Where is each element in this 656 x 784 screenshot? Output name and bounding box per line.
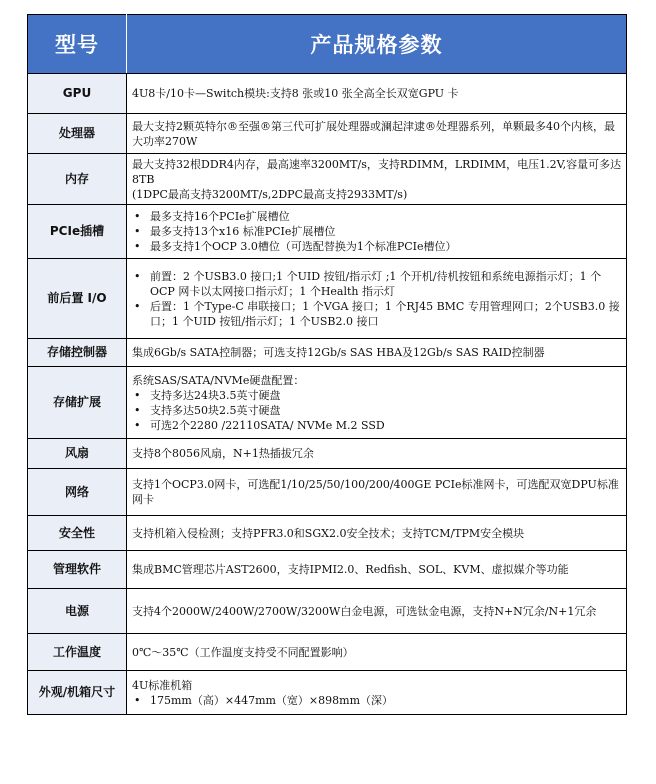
spec-row-temperature: [28, 634, 627, 671]
spec-row-cpu: [28, 114, 627, 154]
spec-table: [27, 14, 627, 715]
spec-row-pcie: [28, 205, 627, 259]
row-value: [127, 367, 627, 439]
row-text: 支持8个8056风扇，N+1热插拔冗余: [132, 447, 314, 460]
row-value: [127, 516, 627, 551]
row-value: [127, 259, 627, 339]
row-value: [127, 671, 627, 715]
bullet-item: • 前置：2 个USB3.0 接口;1 个UID 按钮/指示灯 ;1 个开机/待机按钮和系统电源指示灯；1 个OCP 网卡以太网接口指示灯；1 个Health 指示灯: [132, 269, 622, 299]
row-text: 支持4个2000W/2400W/2700W/3200W白金电源，可选钛金电源，支持N+N冗余/N+1冗余: [132, 604, 597, 618]
spec-row-security: [28, 516, 627, 551]
row-label: PCIe插槽: [28, 205, 127, 259]
row-value: [127, 339, 627, 367]
row-value: [127, 114, 627, 154]
row-label: 电源: [28, 589, 127, 634]
bullet-item: • 支持多达24块3.5英寸硬盘: [132, 388, 622, 403]
row-label: 存储扩展: [28, 367, 127, 439]
row-value: [127, 551, 627, 589]
row-label: 网络: [28, 469, 127, 516]
row-text: 支持1个OCP3.0网卡，可选配1/10/25/50/100/200/400GE PCIe标准网卡，可选配双宽DPU标准网卡: [132, 478, 619, 506]
row-label: 安全性: [28, 516, 127, 551]
row-text: 0℃～35℃（工作温度支持受不同配置影响）: [132, 645, 354, 659]
row-text: 系统SAS/SATA/NVMe硬盘配置：: [132, 373, 305, 387]
spec-row-gpu: [28, 74, 627, 114]
row-value: [127, 469, 627, 516]
row-label: 前后置 I/O: [28, 259, 127, 339]
row-text: 4U标准机箱: [132, 678, 193, 692]
row-label: 工作温度: [28, 634, 127, 671]
spec-row-memory: [28, 154, 627, 205]
row-value: [127, 589, 627, 634]
row-text: 集成BMC管理芯片AST2600，支持IPMI2.0、Redfish、SOL、KVM、虚拟媒介等功能: [132, 563, 569, 576]
bullet-item: • 最多支持16个PCIe扩展槽位: [132, 209, 622, 224]
spec-row-dimensions: [28, 671, 627, 715]
row-text: (1DPC最高支持3200MT/s,2DPC最高支持2933MT/s): [132, 187, 408, 201]
spec-row-io: [28, 259, 627, 339]
row-value: [127, 634, 627, 671]
header-model: 型号: [28, 15, 127, 74]
spec-row-storage-expansion: [28, 367, 627, 439]
row-label: 管理软件: [28, 551, 127, 589]
bullet-item: • 支持多达50块2.5英寸硬盘: [132, 403, 622, 418]
row-text: 支持机箱入侵检测；支持PFR3.0和SGX2.0安全技术；支持TCM/TPM安全模块: [132, 526, 525, 540]
row-label: 存储控制器: [28, 339, 127, 367]
row-text: 集成6Gb/s SATA控制器；可选支持12Gb/s SAS HBA及12Gb/s SAS RAID控制器: [132, 346, 545, 359]
header-row: [28, 15, 627, 74]
bullet-item: • 175mm（高）×447mm（宽）×898mm（深）: [132, 693, 622, 708]
spec-row-power: [28, 589, 627, 634]
spec-row-network: [28, 469, 627, 516]
row-value: [127, 154, 627, 205]
bullet-item: • 最多支持1个OCP 3.0槽位（可选配替换为1个标准PCIe槽位）: [132, 239, 622, 254]
bullet-item: • 最多支持13个x16 标准PCIe扩展槽位: [132, 224, 622, 239]
row-value: [127, 74, 627, 114]
spec-row-fan: [28, 439, 627, 469]
row-text: 4U8卡/10卡—Switch模块:支持8 张或10 张全高全长双宽GPU 卡: [132, 87, 459, 100]
spec-row-storage-controller: [28, 339, 627, 367]
row-label: 外观/机箱尺寸: [28, 671, 127, 715]
row-value: [127, 439, 627, 469]
row-text: 最大支持2颗英特尔®至强®第三代可扩展处理器或澜起津逮®处理器系列，单颗最多40个内核，最大功率270W: [132, 119, 615, 148]
row-label: GPU: [28, 74, 127, 114]
bullet-item: • 后置：1 个Type-C 串联接口；1 个VGA 接口；1 个RJ45 BMC 专用管理网口；2个USB3.0 接口；1 个UID 按钮/指示灯；1 个USB2.0 接口: [132, 299, 622, 329]
bullet-item: • 可选2个2280 /22110SATA/ NVMe M.2 SSD: [132, 418, 622, 433]
header-specs: 产品规格参数: [127, 15, 627, 74]
row-value: [127, 205, 627, 259]
row-label: 风扇: [28, 439, 127, 469]
spec-row-management: [28, 551, 627, 589]
row-label: 处理器: [28, 114, 127, 154]
row-text: 最大支持32根DDR4内存，最高速率3200MT/s，支持RDIMM，LRDIMM，电压1.2V,容量可多达8TB: [132, 157, 622, 186]
row-label: 内存: [28, 154, 127, 205]
